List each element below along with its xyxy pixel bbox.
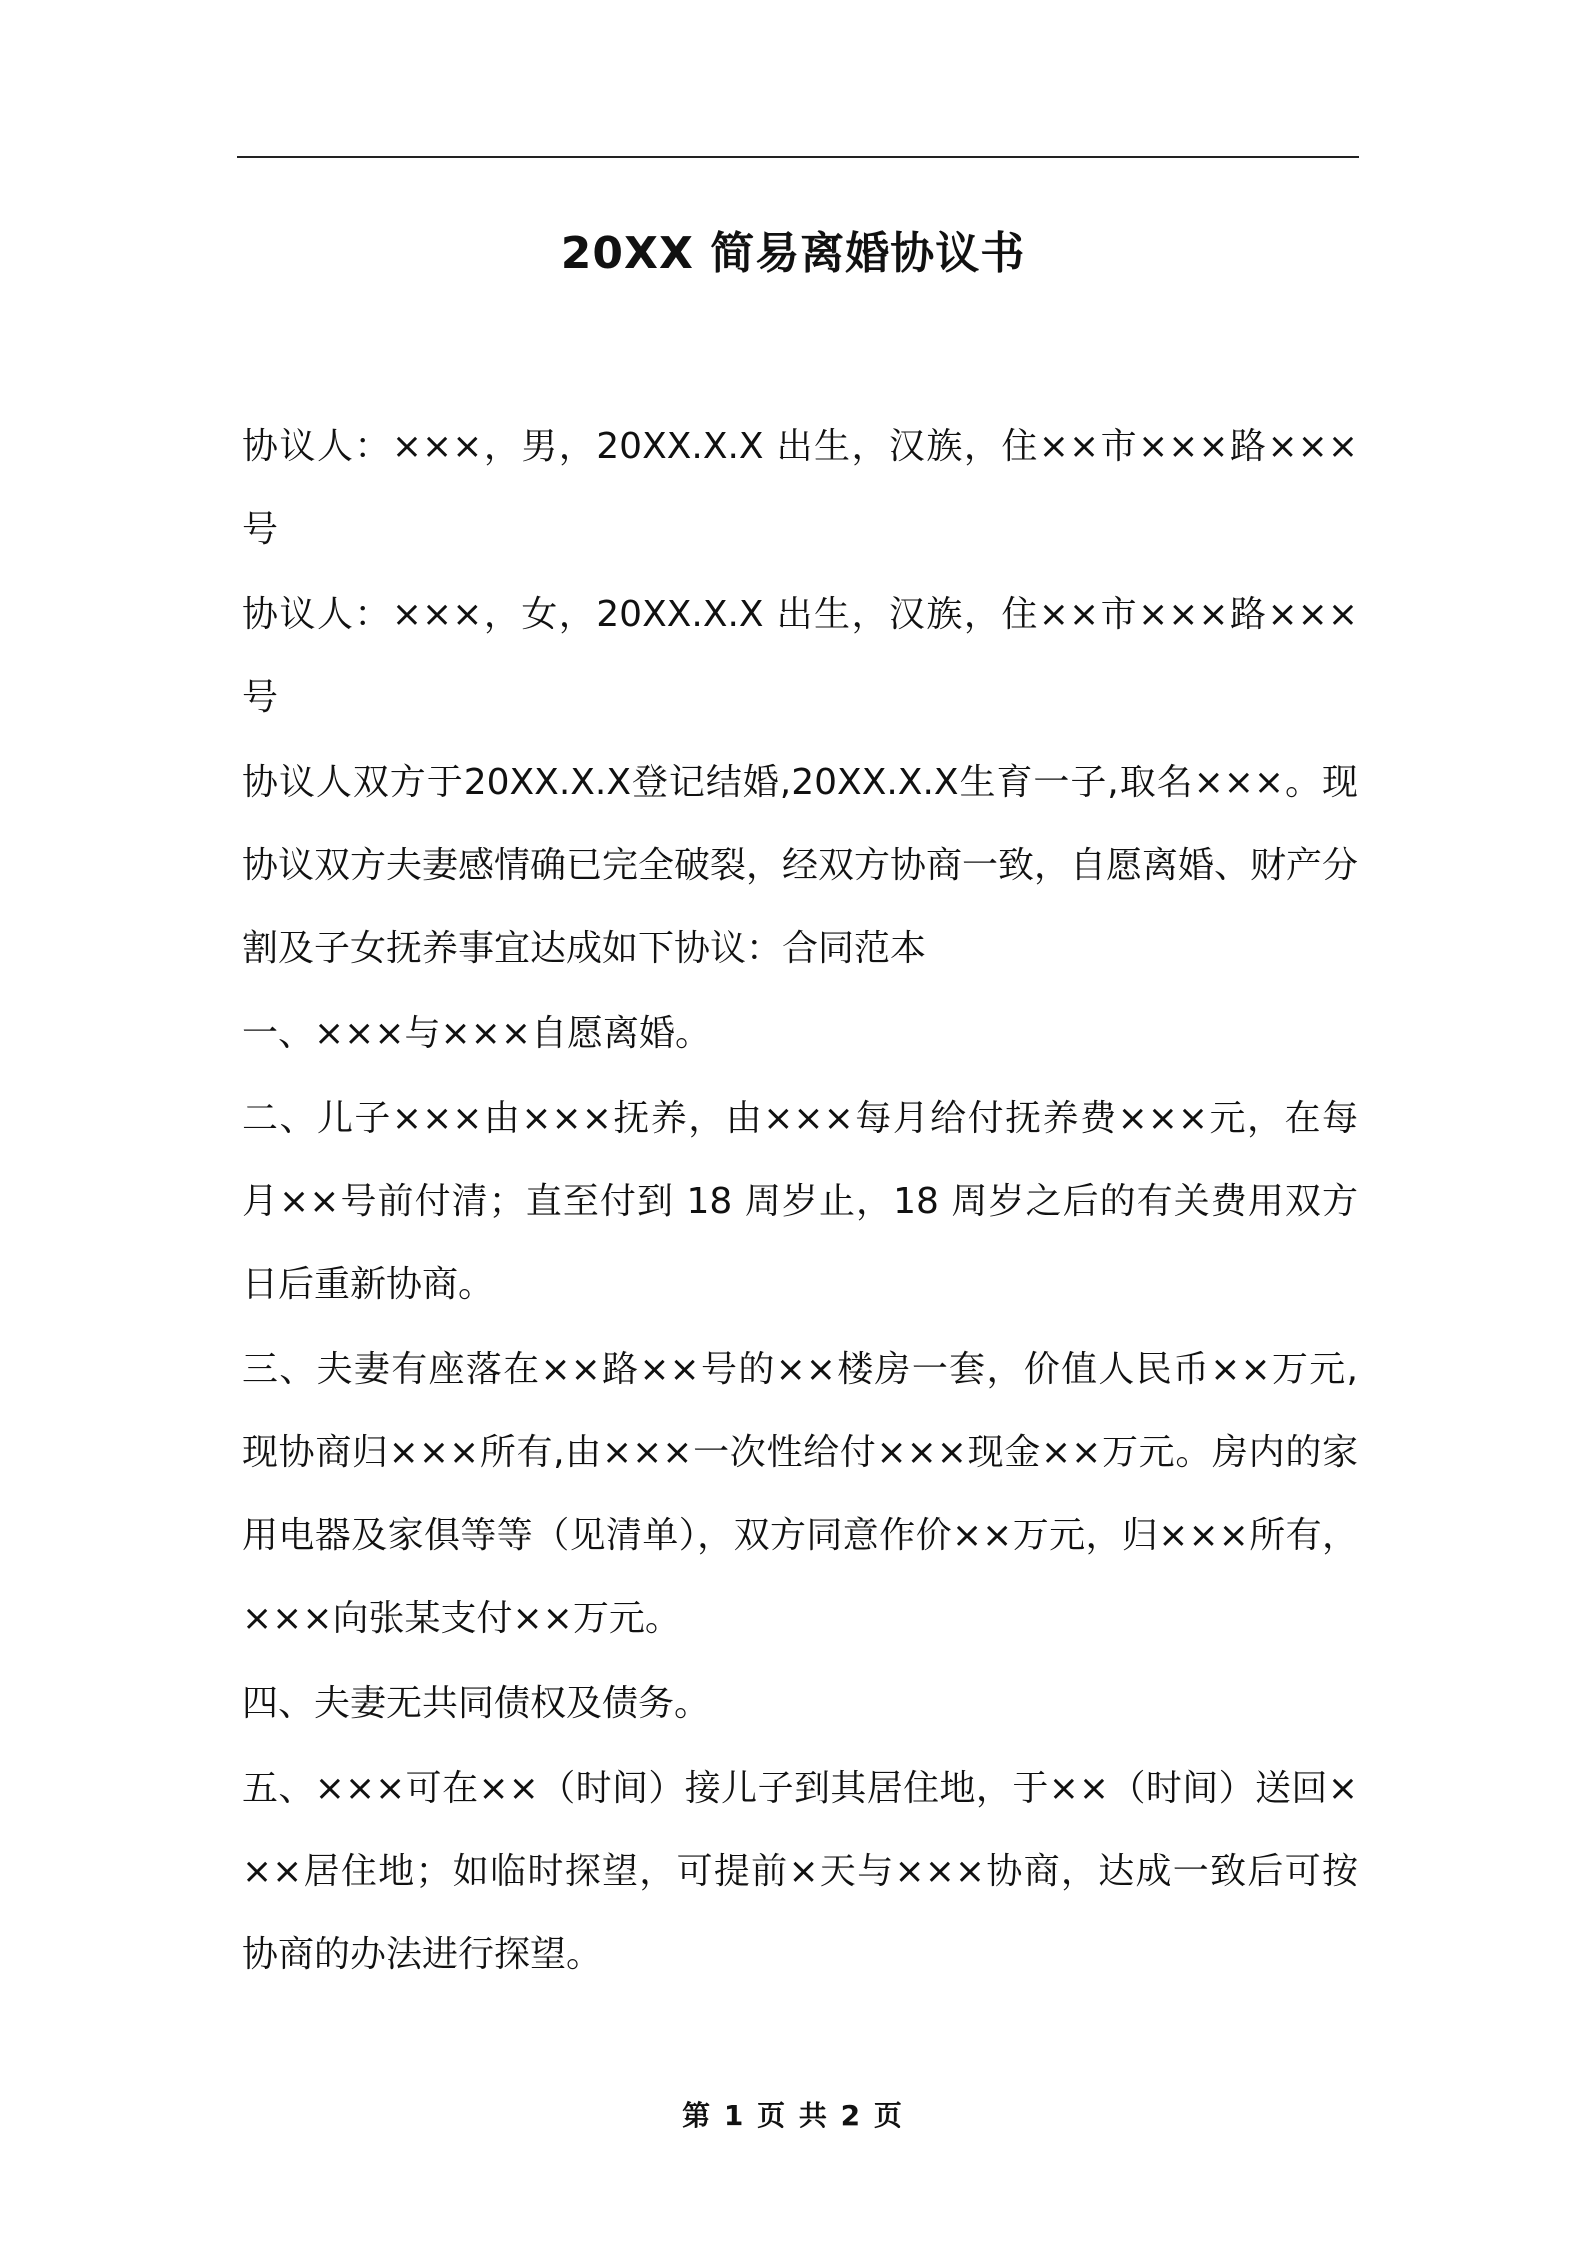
document-body [242,405,1358,1998]
paragraph-party-male: 协议人：×××，男，20XX.X.X 出生，汉族，住××市×××路×××号 [242,426,1358,550]
document-title: 20XX 简易离婚协议书 [560,228,1026,279]
header-rule [237,156,1359,158]
paragraph-party-female: 协议人：×××，女，20XX.X.X 出生，汉族，住××市×××路×××号 [242,594,1358,718]
paragraph-clause-5: 五、×××可在××（时间）接儿子到其居住地，于××（时间）送回×××居住地；如临时探望，可提前×天与×××协商，达成一致后可按协商的办法进行探望。 [242,1768,1358,1975]
paragraph-clause-3: 三、夫妻有座落在××路××号的××楼房一套，价值人民币××万元,现协商归×××所有,由×××一次性给付×××现金××万元。房内的家用电器及家俱等等（见清单），双方同意作价××万元，归×××所有，×××向张某支付××万元。 [242,1349,1358,1639]
paragraph-clause-2: 二、儿子×××由×××抚养，由×××每月给付抚养费×××元，在每月××号前付清；直至付到 18 周岁止，18 周岁之后的有关费用双方日后重新协商。 [242,1098,1358,1305]
paragraph-preamble: 协议人双方于20XX.X.X登记结婚,20XX.X.X生育一子,取名×××。现协议双方夫妻感情确已完全破裂，经双方协商一致，自愿离婚、财产分割及子女抚养事宜达成如下协议：合同范本 [242,762,1359,969]
paragraph-clause-1: 一、×××与×××自愿离婚。 [242,1013,711,1054]
paragraph-clause-4: 四、夫妻无共同债权及债务。 [242,1683,711,1724]
page-number-footer: 第 1 页 共 2 页 [682,2099,904,2132]
